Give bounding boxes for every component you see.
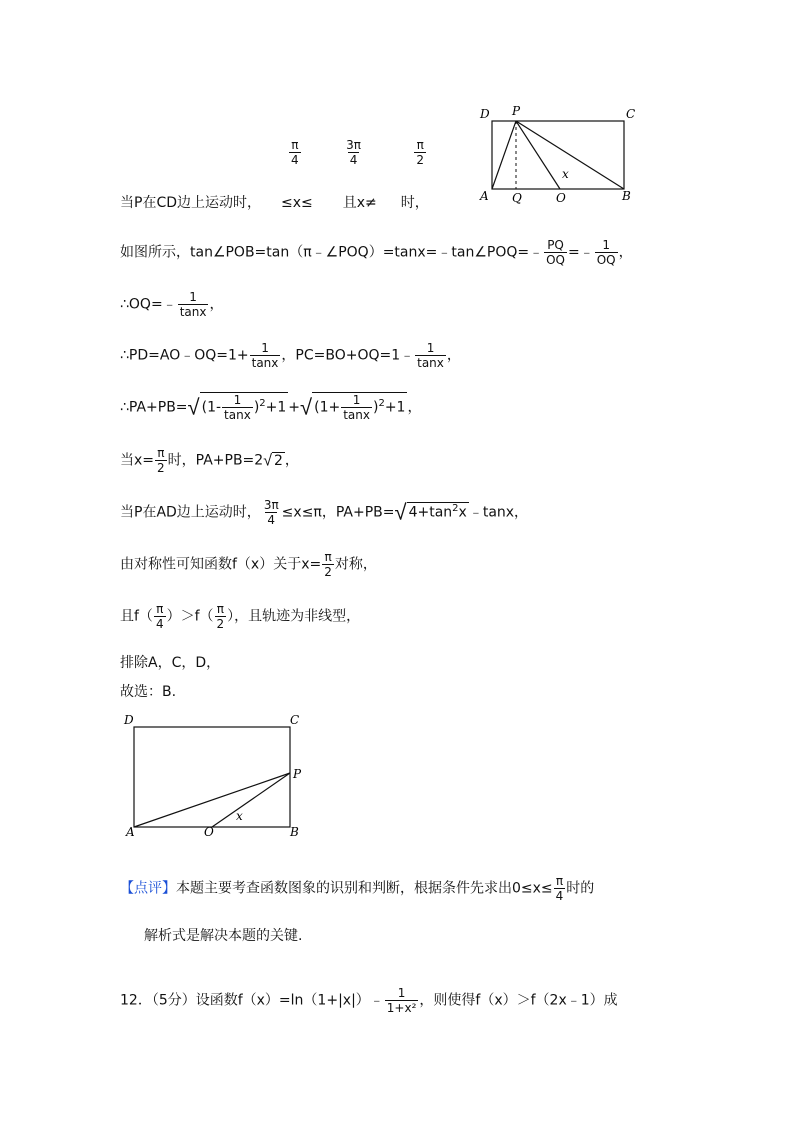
label-B: B	[290, 825, 299, 839]
label-P: P	[293, 767, 302, 781]
label-Q: Q	[512, 191, 522, 205]
text-line-4: ∴PD=AO﹣OQ=1+ $\frac{1}{\tan x}$ ，PC=BO+OQ=1﹣ $\frac{1}{\tan x}$ ，	[120, 341, 461, 370]
text-line-6: 当x= $\frac{\pi}{2}$ 时，PA+PB=2√ 2 ，	[120, 446, 299, 475]
question-12: 12．（5分）设函数f（x）=ln（1+|x|）﹣ $\frac{1}{\text{1+x²}}$ ，则使得f（x）＞f（2x﹣1）成	[120, 986, 618, 1015]
label-B: B	[622, 189, 631, 203]
text-line-2: 如图所示，tan∠POB=tan（π﹣∠POQ）=tanx=﹣tan∠POQ=﹣ $\frac{PQ}{OQ}$ =﹣ $\frac{1}{OQ}$ ，	[120, 238, 633, 267]
text-line-9: 且f（ $\frac{\pi}{4}$ ）＞f（ $\frac{\pi}{2}$ ），且轨迹为非线型，	[120, 602, 361, 631]
review-tag: 【点评】	[120, 880, 176, 897]
label-x: x	[562, 167, 569, 181]
label-A: A	[126, 825, 135, 839]
review-line-2: 解析式是解决本题的关键.	[144, 928, 303, 944]
text-line-1: 当P在CD边上运动时， ≤x≤ 且x≠ 时，	[120, 195, 429, 211]
label-C: C	[290, 713, 300, 727]
fractions-row: $\frac{\pi}{4}$ $\frac{3\pi}{4}$ $\frac{\pi}{2}$	[291, 138, 425, 167]
label-A: A	[480, 189, 489, 203]
text-line-7: 当P在AD边上运动时， $\frac{3\pi}{4}$ ≤x≤π，PA+PB=√ $4+\tan^2x$ ﹣tanx，	[120, 498, 529, 527]
review-line: 【点评】本题主要考查函数图象的识别和判断，根据条件先求出0≤x≤ $\frac{\pi}{4}$ 时的	[120, 874, 595, 903]
text-line-5: ∴PA+PB=√ (1- $\frac{1}{\tan x}$ )$^2$+1 +√ (1+ $\frac{1}{\tan x}$ )$^2$+1 ，	[120, 393, 422, 422]
text-line-3: ∴OQ=﹣ $\frac{1}{\tan x}$ ，	[120, 290, 224, 319]
text-line-10: 排除A，C，D，	[120, 655, 221, 671]
label-O: O	[556, 191, 566, 205]
text-line-11: 故选：B.	[120, 684, 177, 700]
figure-rectangle-bottom	[118, 708, 318, 840]
label-D: D	[480, 107, 490, 121]
label-D: D	[124, 713, 134, 727]
label-x: x	[236, 809, 243, 823]
label-O: O	[204, 825, 214, 839]
text-line-8: 由对称性可知函数f（x）关于x= $\frac{\pi}{2}$ 对称，	[120, 550, 377, 579]
label-P: P	[512, 104, 521, 118]
label-C: C	[626, 107, 636, 121]
figure-rectangle-top	[476, 102, 646, 206]
